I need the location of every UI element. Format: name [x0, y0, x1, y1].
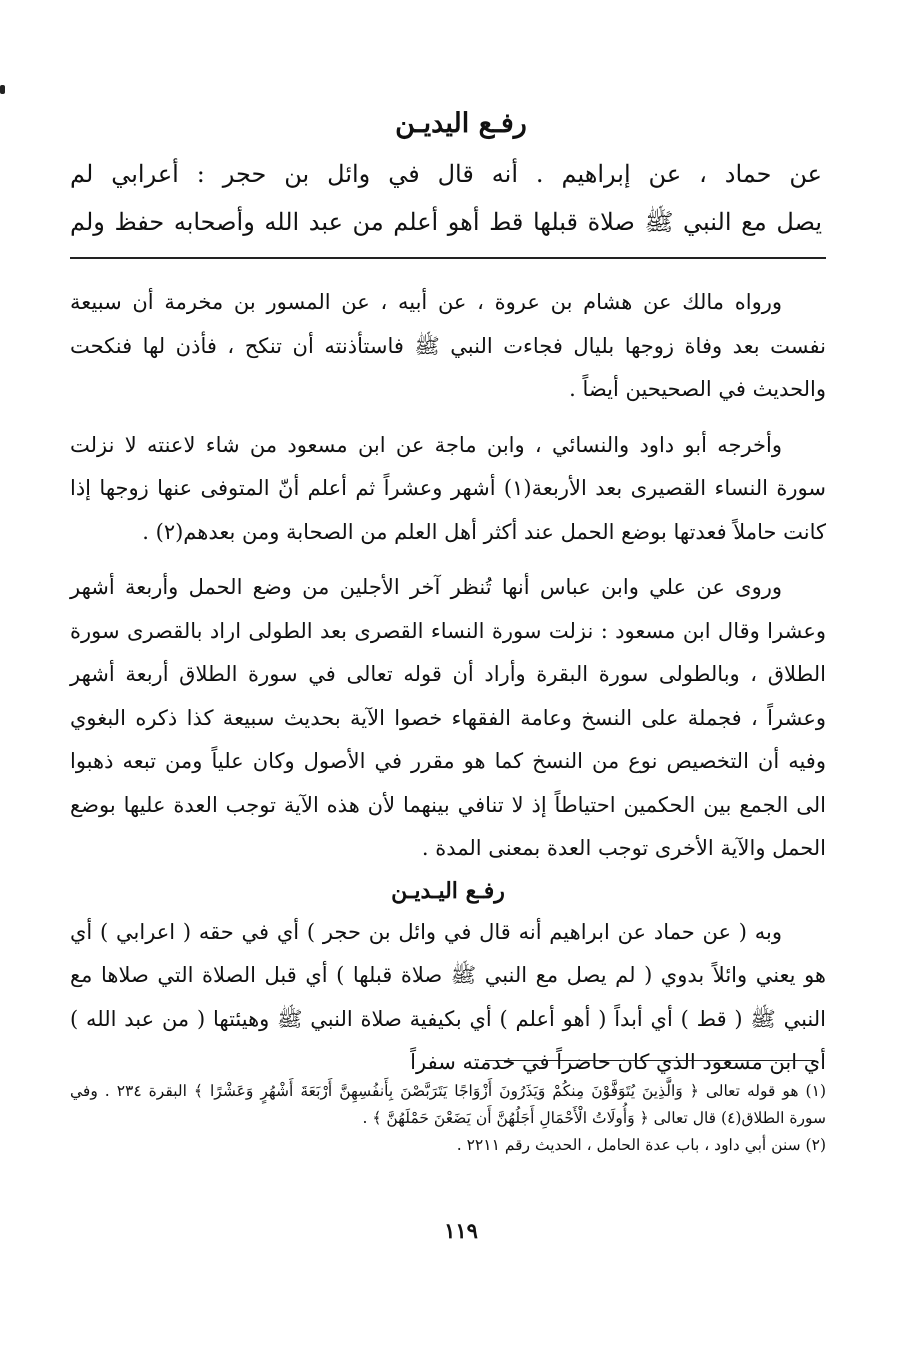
footnotes	[70, 1078, 826, 1159]
hadith-line: عن حماد ، عن إبراهيم . أنه قال في وائل بن حجر : أعرابي لم	[70, 160, 822, 188]
header-divider	[70, 257, 826, 259]
page-number: ١١٩	[444, 1218, 478, 1243]
section-paragraph: وبه ( عن حماد عن ابراهيم أنه قال في وائل بن حجر ) أي في حقه ( اعرابي ) أي هو يعني وائلاً بدوي ( لم يصل مع النبي ﷺ صلاة قبلها ) أي قبل الصلاة التي صلاها مع النبي ﷺ ( قط ) أي أبداً ( أهو أعلم ) أي بكيفية صلاة النبي ﷺ وهيئتها ( من عبد الله ) أي ابن مسعود الذي كان حاضراً في خدمته سفراً	[70, 919, 826, 1074]
hadith-line: يصل مع النبي ﷺ صلاة قبلها قط أهو أعلم من عبد الله وأصحابه حفظ ولم	[70, 208, 822, 236]
scan-speck	[0, 85, 5, 94]
commentary-paragraph: وأخرجه أبو داود والنسائي ، وابن ماجة عن ابن مسعود من شاء لاعنته لا نزلت سورة النساء القصيرى بعد الأربعة(١) أشهر وعشراً ثم أعلم أنّ المتوفى عنها زوجها إذا كانت حاملاً فعدتها بوضع الحمل عند أكثر أهل العلم من الصحابة ومن بعدهم(٢) .	[70, 432, 827, 544]
page-title: رفـع اليديـن	[395, 108, 527, 139]
footnote: (١) هو قوله تعالى ﴿ وَالَّذِينَ يُتَوَفَّوْنَ مِنكُمْ وَيَذَرُونَ أَزْوَاجًا يَتَرَبَّصْنَ بِأَنفُسِهِنَّ أَرْبَعَةَ أَشْهُرٍ وَعَشْرًا ﴾ البقرة ٢٣٤ . وفي سورة الطلاق(٤) قال تعالى ﴿ وَأُولَاتُ الْأَحْمَالِ أَجَلُهُنَّ أَن يَضَعْنَ حَمْلَهُنَّ ﴾ .	[70, 1082, 826, 1127]
commentary	[70, 281, 826, 1085]
footnote: (٢) سنن أبي داود ، باب عدة الحامل ، الحديث رقم ٢٢١١ .	[456, 1136, 826, 1154]
section-title: رفـع اليـديـن	[391, 877, 505, 904]
footnote-divider	[485, 1060, 815, 1061]
commentary-paragraph: وروى عن علي وابن عباس أنها تُنظر آخر الأجلين من وضع الحمل وأربعة أشهر وعشرا وقال ابن مسعود : نزلت سورة النساء القصرى بعد الطولى اراد بالقصرى سورة الطلاق ، وبالطولى سورة البقرة وأراد أن قوله تعالى في سورة الطلاق أربعة أشهر وعشراً ، فجملة على النسخ وعامة الفقهاء خصوا الآية بحديث سبيعة كذا ذكره البغوي وفيه أن التخصيص نوع من النسخ كما هو مقرر في الأصول وكان علياً ومن تبعه ذهبوا الى الجمع بين الحكمين احتياطاً إذ لا تنافي بينهما لأن هذه الآية توجب العدة عليها بوضع الحمل والآية الأخرى توجب العدة بمعنى المدة .	[70, 575, 826, 860]
hadith-text	[70, 150, 822, 246]
commentary-paragraph: ورواه مالك عن هشام بن عروة ، عن أبيه ، عن المسور بن مخرمة أن سبيعة نفست بعد وفاة زوجها بليال فجاءت النبي ﷺ فاستأذنته أن تنكح ، فأذن لها فنكحت والحديث في الصحيحين أيضاً .	[70, 290, 826, 401]
